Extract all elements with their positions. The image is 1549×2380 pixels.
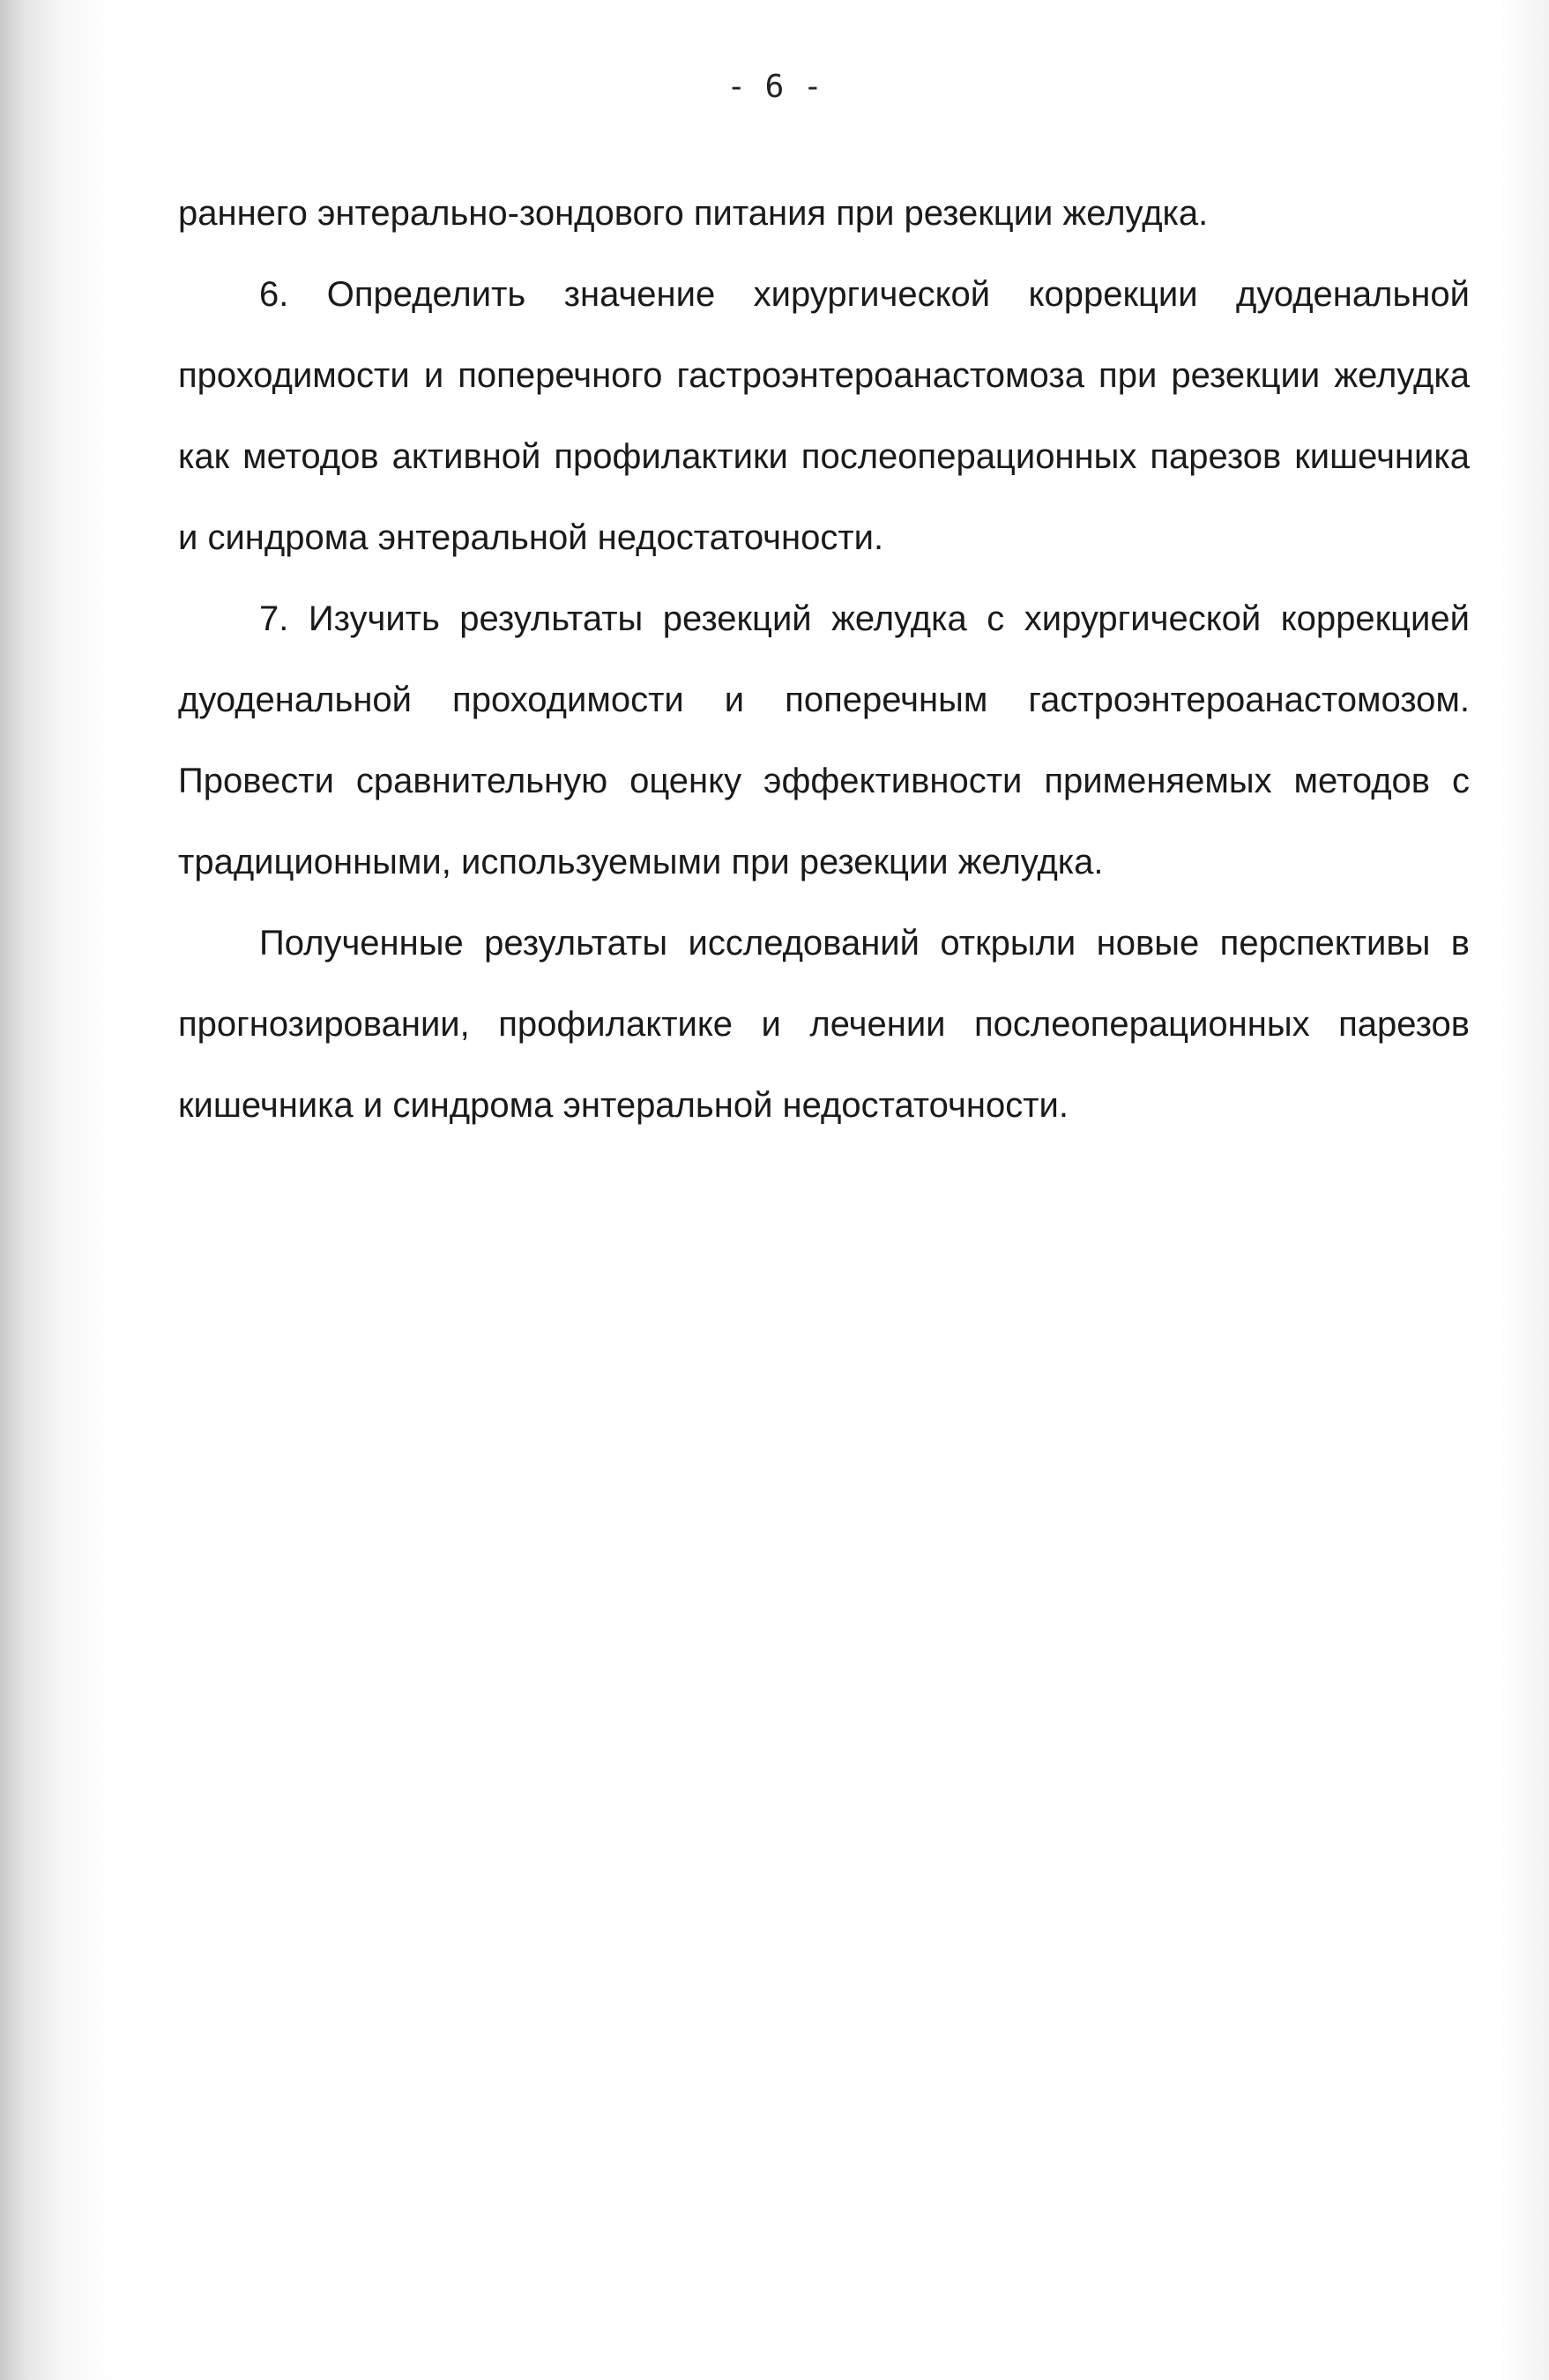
paragraph-conclusion: Полученные результаты исследований открыли новые перспективы в прогнозировании, профилактике и лечении послеоперационных парезов кишечника и синдрома энтеральной недостаточности. — [178, 924, 1470, 1125]
paragraph-item-7: 7. Изучить результаты резекций желудка с хирургической коррекцией дуоденальной проходимости и поперечным гастроэнтероанастомозом. Провести сравнительную оценку эффективности применяемых методов с традиционными, используемыми при резекции желудка. — [178, 599, 1470, 881]
body-text — [178, 173, 1470, 1146]
paragraph-continuation: раннего энтерально-зондового питания при резекции желудка. — [178, 194, 1209, 233]
page-number: - 6 - — [726, 69, 823, 105]
paragraph-item-6: 6. Определить значение хирургической коррекции дуоденальной проходимости и поперечного гастроэнтероанастомоза при резекции желудка как методов активной профилактики послеоперационных парезов кишечника и синдрома энтеральной недостаточности. — [178, 275, 1470, 557]
